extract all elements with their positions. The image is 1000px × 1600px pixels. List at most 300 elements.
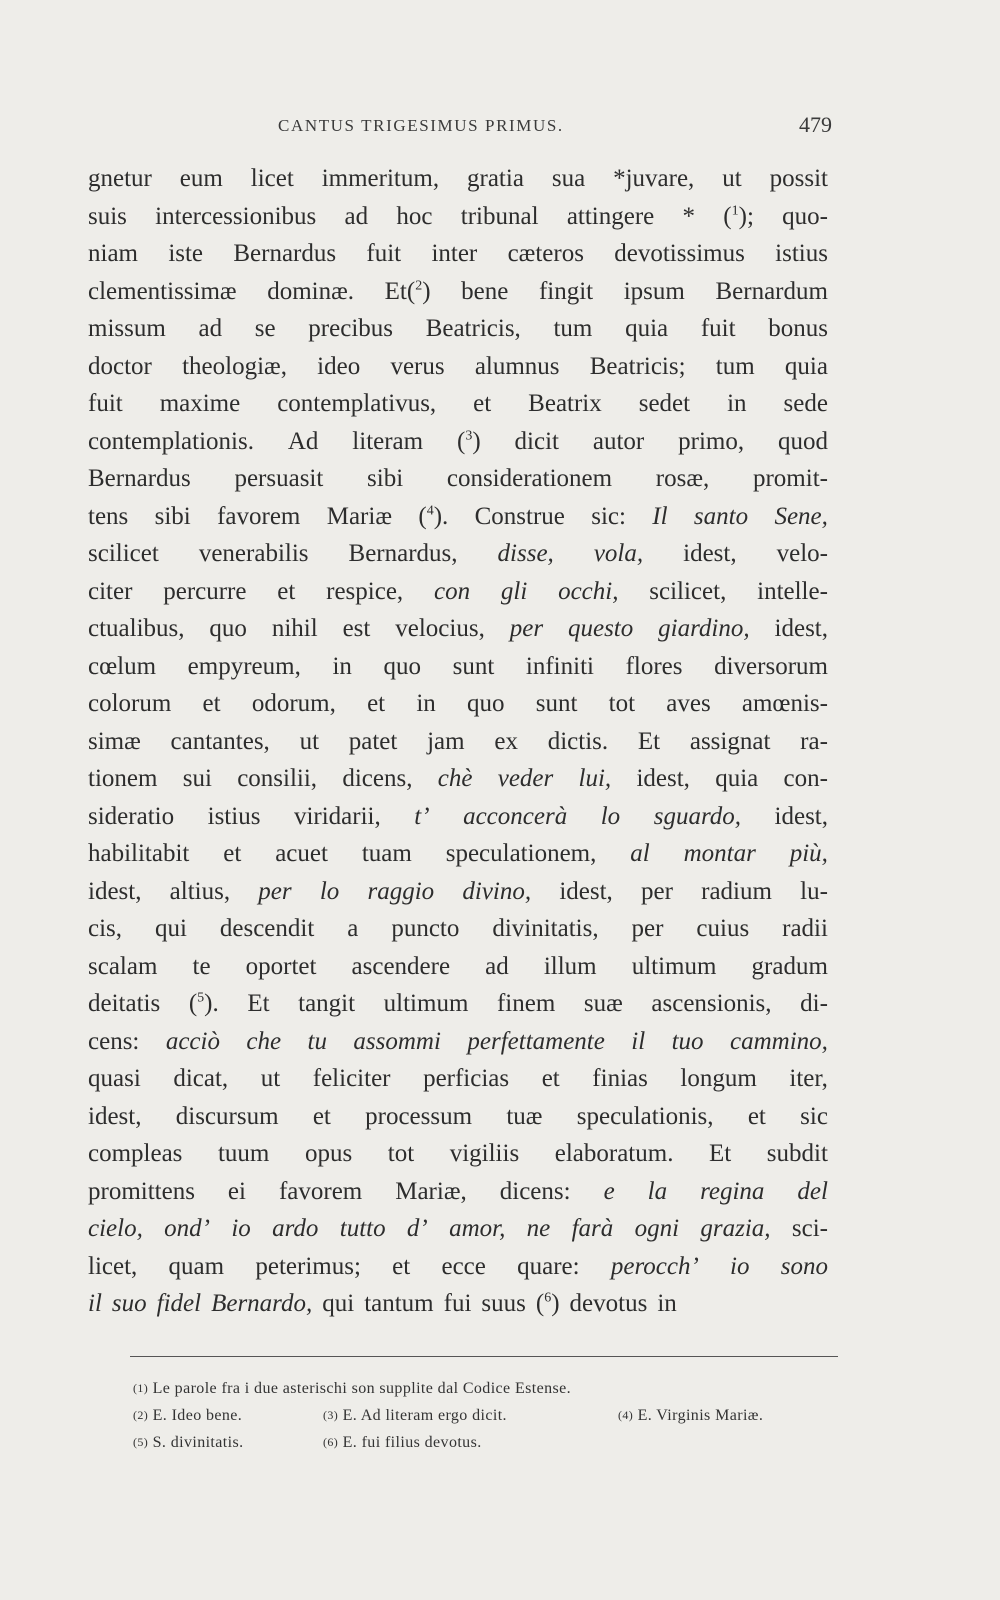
word: bene xyxy=(461,277,509,305)
word: cis, xyxy=(88,915,123,942)
word: regina xyxy=(700,1177,765,1205)
word: divino, xyxy=(462,877,532,905)
word: ascendere xyxy=(351,952,451,980)
word: idest, xyxy=(683,540,737,567)
footnotes xyxy=(133,1375,853,1456)
word: a xyxy=(347,915,359,942)
word: ascensionis, xyxy=(651,990,772,1017)
word: intercessionibus xyxy=(155,202,317,230)
footnote xyxy=(618,1402,763,1429)
word: dominæ. xyxy=(267,277,355,305)
word: finias xyxy=(592,1065,648,1092)
footnote-mark: (1) xyxy=(133,1381,149,1395)
text-line xyxy=(88,648,828,686)
word: intelle- xyxy=(757,577,828,605)
word: fingit xyxy=(538,277,594,305)
word: ctualibus, xyxy=(88,615,185,642)
commentary-text xyxy=(88,160,828,1323)
word: idest, xyxy=(774,615,828,642)
word: se xyxy=(254,315,276,342)
word: fuit xyxy=(700,315,736,342)
word: cielo, xyxy=(88,1215,143,1242)
text-line xyxy=(88,985,828,1023)
page-number: 479 xyxy=(799,112,832,137)
word: istius xyxy=(775,240,828,267)
word: et xyxy=(473,390,492,417)
footnote xyxy=(323,1429,482,1456)
word: descendit xyxy=(219,915,315,942)
text-line xyxy=(88,760,828,798)
word: tionem xyxy=(88,765,158,792)
word: te xyxy=(192,952,211,980)
word: in xyxy=(416,690,436,717)
word: tu xyxy=(307,1027,327,1055)
word: scilicet, xyxy=(649,577,727,605)
footnote-text: Le parole fra i due asterischi son supplite dal Codice Estense. xyxy=(148,1380,572,1397)
word: suis xyxy=(88,202,127,230)
word: velocius, xyxy=(395,615,485,642)
word: et xyxy=(392,1252,411,1280)
footnote-ref: 4 xyxy=(426,503,434,519)
word: con- xyxy=(783,765,828,792)
word: sic: xyxy=(591,502,626,530)
word: sua xyxy=(551,165,586,192)
text-line xyxy=(88,573,828,611)
word: bonus xyxy=(768,315,828,342)
footnote-row xyxy=(133,1402,853,1429)
text-line xyxy=(88,1210,828,1248)
page-header xyxy=(82,112,832,142)
word: ad xyxy=(485,952,509,980)
word: promittens xyxy=(88,1177,195,1205)
word: et xyxy=(277,577,296,605)
word: ut xyxy=(722,165,742,192)
word: Ad xyxy=(287,427,319,455)
word: quod xyxy=(778,427,828,455)
footnote xyxy=(323,1402,507,1429)
footnote-text: E. Ad literam ergo dicit. xyxy=(338,1407,507,1424)
word: opus xyxy=(304,1140,353,1167)
word: promit- xyxy=(752,465,828,492)
word: cœlum xyxy=(88,652,157,680)
footnote-mark: (6) xyxy=(323,1435,339,1449)
word: Et xyxy=(637,727,661,755)
footnote-ref: 5 xyxy=(197,990,205,1006)
word: gratia xyxy=(467,165,524,192)
word: Construe xyxy=(474,502,565,530)
word: iste xyxy=(168,240,204,267)
text-line xyxy=(88,1285,828,1323)
word: peterimus; xyxy=(255,1252,361,1280)
word: flores xyxy=(625,652,683,680)
word: sunt xyxy=(535,690,578,717)
word: quia xyxy=(625,315,669,342)
word: e xyxy=(603,1177,615,1205)
word: occhi, xyxy=(558,577,619,605)
word: ex xyxy=(494,727,518,755)
word: perocch’ xyxy=(610,1252,699,1280)
text-line xyxy=(88,835,828,873)
word: per xyxy=(258,877,292,905)
word: che xyxy=(246,1027,282,1055)
word: Bernardus, xyxy=(348,540,458,567)
word: odorum, xyxy=(251,690,336,717)
word: ($^1$); xyxy=(723,202,754,230)
word: per xyxy=(631,915,664,942)
word: divinitatis, xyxy=(492,915,599,942)
word: quare: xyxy=(517,1252,580,1280)
word: sede xyxy=(783,390,828,417)
word: oportet xyxy=(245,952,317,980)
word: rosæ, xyxy=(655,465,710,492)
word: quo xyxy=(467,690,505,717)
text-line xyxy=(88,385,828,423)
word: clementissimæ xyxy=(88,277,237,305)
footnote-mark: (3) xyxy=(323,1408,339,1422)
word: idest, xyxy=(88,1102,142,1130)
word: devotus xyxy=(569,1290,648,1317)
word: veder xyxy=(497,765,554,792)
word: percurre xyxy=(163,577,247,605)
word: quam xyxy=(168,1252,225,1280)
word: assommi xyxy=(353,1027,441,1055)
footnote xyxy=(133,1429,244,1456)
word: idest, xyxy=(88,877,142,905)
word: et xyxy=(312,1102,331,1130)
text-line xyxy=(88,723,828,761)
word: qui xyxy=(322,1290,355,1317)
word: sibi xyxy=(154,502,191,530)
footnote xyxy=(133,1402,242,1429)
word: quia xyxy=(715,765,759,792)
text-line xyxy=(88,610,828,648)
word: fui xyxy=(443,1290,472,1317)
word: et xyxy=(541,1065,560,1092)
word: ogni xyxy=(634,1215,680,1242)
word: santo xyxy=(693,502,749,530)
word: idest, xyxy=(636,765,690,792)
word: sic xyxy=(800,1102,828,1130)
word: discursum xyxy=(175,1102,279,1130)
word: io xyxy=(730,1252,750,1280)
footnote-row xyxy=(133,1429,853,1456)
footnote-text: E. Virginis Mariæ. xyxy=(633,1407,764,1424)
word: perfettamente xyxy=(467,1027,605,1055)
word: quo xyxy=(209,615,247,642)
word: diversorum xyxy=(714,652,828,680)
word: et xyxy=(202,690,221,717)
word: sui xyxy=(182,765,212,792)
word: puncto xyxy=(391,915,460,942)
word: infiniti xyxy=(525,652,594,680)
word: venerabilis xyxy=(198,540,309,567)
word: ut xyxy=(260,1065,281,1092)
text-line xyxy=(88,1023,828,1061)
word: viridarii, xyxy=(293,802,381,830)
footnote-mark: (2) xyxy=(133,1408,149,1422)
text-line xyxy=(88,1098,828,1136)
word: iter, xyxy=(789,1065,828,1092)
word: * xyxy=(682,202,696,230)
running-title: CANTUS TRIGESIMUS PRIMUS. xyxy=(278,116,564,135)
word: speculationem, xyxy=(445,840,597,867)
word: favorem xyxy=(217,502,301,530)
word: theologiæ, xyxy=(182,352,287,380)
text-line xyxy=(88,685,828,723)
word: considerationem xyxy=(446,465,613,492)
footnote xyxy=(133,1375,571,1402)
word: doctor xyxy=(88,352,152,380)
word: grazia, xyxy=(700,1215,771,1242)
word: sci- xyxy=(791,1215,828,1242)
word: amor, xyxy=(449,1215,506,1242)
word: nihil xyxy=(271,615,318,642)
word: acuet xyxy=(275,840,328,867)
word: tuum xyxy=(217,1140,270,1167)
word: tuo xyxy=(671,1027,704,1055)
text-line xyxy=(88,1060,828,1098)
word: velo- xyxy=(776,540,828,567)
word: quia xyxy=(784,352,828,380)
word: ra- xyxy=(800,727,828,755)
word: idest, xyxy=(559,877,613,905)
word: feliciter xyxy=(312,1065,391,1092)
word: et xyxy=(223,840,242,867)
word: hoc xyxy=(396,202,433,230)
word: chè xyxy=(437,765,473,792)
word: farà xyxy=(571,1215,614,1242)
word: precibus xyxy=(308,315,393,342)
text-line xyxy=(88,498,828,536)
word: ($^4$). xyxy=(418,502,449,530)
word: cuius xyxy=(696,915,750,942)
word: quo xyxy=(383,652,421,680)
word: suus xyxy=(481,1290,526,1317)
word: Bernardus xyxy=(233,240,337,267)
word: devotissimus xyxy=(614,240,745,267)
text-line xyxy=(88,423,828,461)
text-line xyxy=(88,535,828,573)
word: tuam xyxy=(361,840,412,867)
word: sono xyxy=(780,1252,828,1280)
word: simæ xyxy=(88,727,141,755)
word: Sene, xyxy=(774,502,828,530)
footnote-ref: 3 xyxy=(465,428,473,444)
word: di- xyxy=(800,990,828,1017)
word: scilicet xyxy=(88,540,159,567)
word: più, xyxy=(789,840,828,867)
word: inter xyxy=(431,240,478,267)
word: lo xyxy=(600,802,621,830)
word: ($^6$) xyxy=(535,1290,560,1317)
word: sedet xyxy=(638,390,691,417)
word: habilitabit xyxy=(88,840,190,867)
word: processum xyxy=(365,1102,473,1130)
footnote-mark: (4) xyxy=(618,1408,634,1422)
footnote-ref: 6 xyxy=(544,1290,552,1306)
word: colorum xyxy=(88,690,172,717)
word: favorem xyxy=(278,1177,363,1205)
word: tutto xyxy=(339,1215,386,1242)
word: per xyxy=(641,877,673,905)
word: lo xyxy=(319,877,340,905)
word: gradum xyxy=(751,952,828,980)
word: jam xyxy=(427,727,465,755)
word: amœnis- xyxy=(741,690,828,717)
word: questo xyxy=(567,615,634,642)
word: Mariæ, xyxy=(395,1177,467,1205)
word: Et xyxy=(247,990,270,1017)
word: Et xyxy=(709,1140,732,1167)
word: ad xyxy=(344,202,369,230)
footnote-text: E. fui filius devotus. xyxy=(338,1434,482,1451)
word: ideo xyxy=(317,352,361,380)
word: fuit xyxy=(88,390,123,417)
word: ipsum xyxy=(623,277,685,305)
word: con xyxy=(433,577,471,605)
word: consilii, xyxy=(237,765,318,792)
word: maxime xyxy=(159,390,241,417)
word: lu- xyxy=(800,877,828,905)
text-line xyxy=(88,160,828,198)
text-line xyxy=(88,310,828,348)
word: la xyxy=(647,1177,668,1205)
word: scalam xyxy=(88,952,158,980)
word: altius, xyxy=(169,877,231,905)
word: tens xyxy=(88,502,129,530)
word: del xyxy=(797,1177,828,1205)
word: respice, xyxy=(326,577,404,605)
word: idest, xyxy=(774,802,828,830)
word: licet, xyxy=(88,1252,138,1280)
word: ardo xyxy=(272,1215,319,1242)
word: attingere xyxy=(566,202,655,230)
word: alumnus xyxy=(474,352,560,380)
word: in xyxy=(727,390,747,417)
word: ultimum xyxy=(631,952,717,980)
word: et xyxy=(367,690,386,717)
text-line xyxy=(88,273,828,311)
word: Et($^2$) xyxy=(384,277,431,305)
word: ut xyxy=(299,727,320,755)
word: missum xyxy=(88,315,166,342)
word: vola, xyxy=(593,540,644,567)
word: il xyxy=(631,1027,646,1055)
word: ad xyxy=(198,315,223,342)
text-line xyxy=(88,1248,828,1286)
word: ond’ xyxy=(164,1215,210,1242)
text-line xyxy=(88,460,828,498)
word: montar xyxy=(683,840,756,867)
word: cammino, xyxy=(730,1027,828,1055)
word: ultimum xyxy=(383,990,469,1017)
text-line xyxy=(88,1135,828,1173)
word: quo- xyxy=(782,202,828,230)
word: ($^5$). xyxy=(188,990,219,1017)
word: immeritum, xyxy=(321,165,440,192)
word: Beatricis; xyxy=(589,352,686,380)
text-line xyxy=(88,798,828,836)
word: literam xyxy=(352,427,424,455)
word: tum xyxy=(715,352,755,380)
word: sideratio xyxy=(88,802,175,830)
word: tum xyxy=(553,315,593,342)
word: aves xyxy=(666,690,711,717)
word: il xyxy=(88,1290,102,1317)
word: empyreum, xyxy=(187,652,301,680)
word: et xyxy=(747,1102,766,1130)
word: radium xyxy=(701,877,772,905)
word: quasi xyxy=(88,1065,141,1092)
word: vigiliis xyxy=(449,1140,520,1167)
word: gli xyxy=(500,577,528,605)
word: lui, xyxy=(578,765,612,792)
word: cæteros xyxy=(507,240,584,267)
word: dicat, xyxy=(173,1065,229,1092)
word: tribunal xyxy=(460,202,539,230)
footnote-rule xyxy=(130,1356,838,1357)
text-line xyxy=(88,198,828,236)
word: *juvare, xyxy=(613,165,695,192)
word: Bernardo, xyxy=(211,1290,313,1317)
word: perficias xyxy=(423,1065,510,1092)
word: autor xyxy=(592,427,645,455)
word: fuit xyxy=(366,240,402,267)
word: possit xyxy=(769,165,828,192)
word: in xyxy=(332,652,352,680)
word: tuæ xyxy=(506,1102,543,1130)
word: io xyxy=(231,1215,251,1242)
footnote-ref: 1 xyxy=(731,203,739,219)
word: illum xyxy=(543,952,597,980)
word: citer xyxy=(88,577,133,605)
word: tantum xyxy=(364,1290,434,1317)
word: d’ xyxy=(406,1215,428,1242)
word: longum xyxy=(680,1065,757,1092)
word: compleas xyxy=(88,1140,183,1167)
word: speculationis, xyxy=(576,1102,714,1130)
text-line xyxy=(88,348,828,386)
word: al xyxy=(630,840,650,867)
word: Mariæ xyxy=(326,502,393,530)
text-line xyxy=(88,873,828,911)
word: dictis. xyxy=(547,727,609,755)
word: cantantes, xyxy=(170,727,270,755)
footnote-text: S. divinitatis. xyxy=(148,1434,244,1451)
text-line xyxy=(88,235,828,273)
word: finem xyxy=(496,990,556,1017)
word: niam xyxy=(88,240,138,267)
word: elaboratum. xyxy=(554,1140,674,1167)
word: qui xyxy=(154,915,187,942)
word: contemplationis. xyxy=(88,427,254,455)
word: raggio xyxy=(367,877,435,905)
word: dicit xyxy=(514,427,559,455)
word: fidel xyxy=(156,1290,202,1317)
word: ecce xyxy=(441,1252,486,1280)
word: Bernardum xyxy=(715,277,828,305)
word: giardino, xyxy=(658,615,750,642)
word: verus xyxy=(390,352,445,380)
word: suo xyxy=(111,1290,147,1317)
word: tot xyxy=(608,690,636,717)
word: sibi xyxy=(367,465,404,492)
word: gnetur xyxy=(88,165,152,192)
word: licet xyxy=(250,165,294,192)
word: eum xyxy=(179,165,223,192)
word: ($^3$) xyxy=(457,427,481,455)
word: contemplativus, xyxy=(277,390,437,417)
